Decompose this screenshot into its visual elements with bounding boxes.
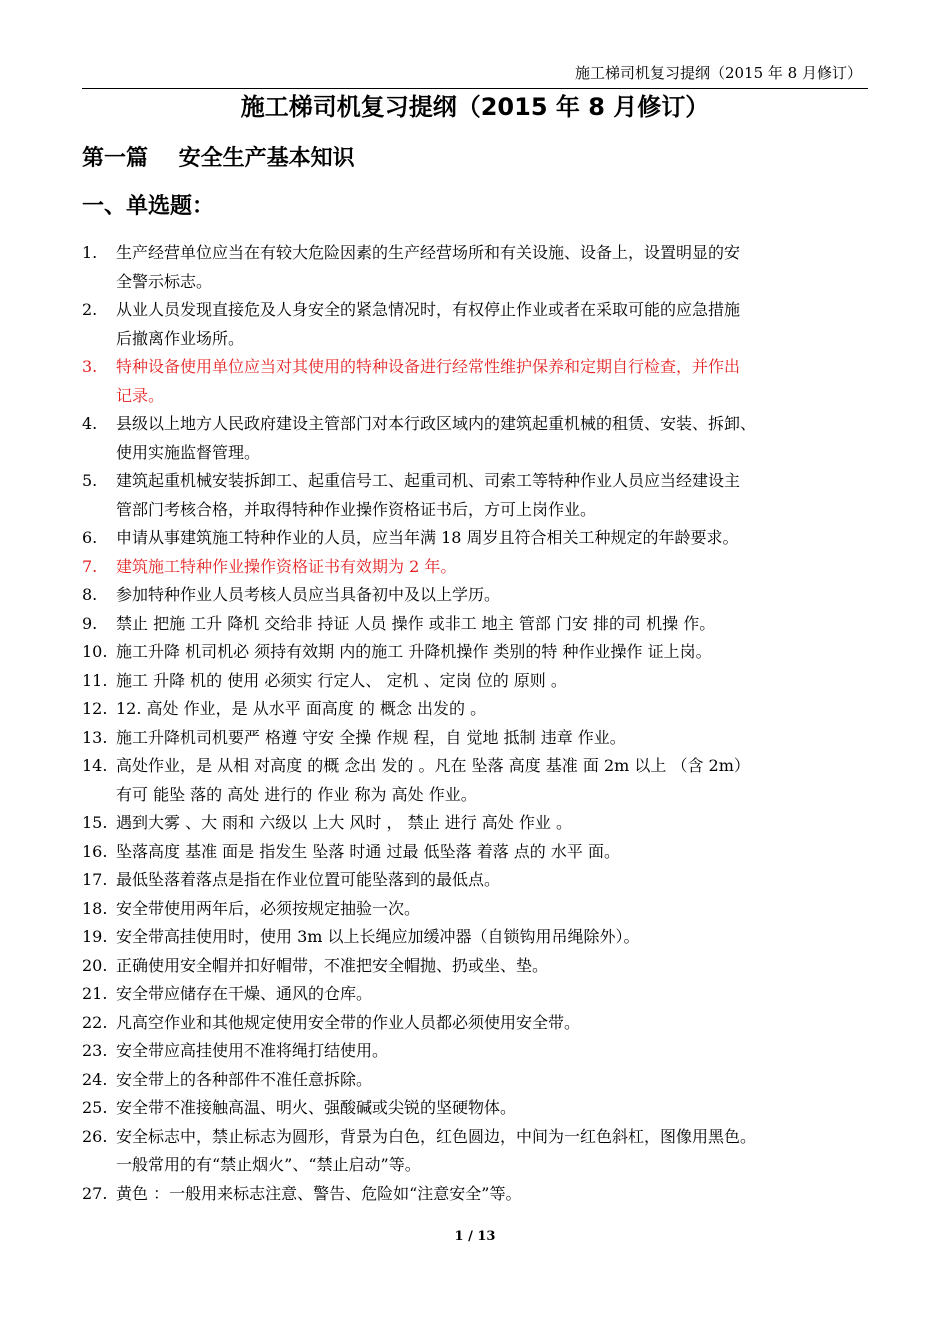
list-item	[82, 638, 882, 667]
item-text-line: 黄色 ：一般用来标志注意、警告、危险如“注意安全”等。	[116, 1183, 522, 1203]
item-number: 8.	[82, 585, 98, 604]
item-number: 21.	[82, 984, 108, 1003]
item-text-line: 12. 高处 作业，是 从水平 面高度 的 概念 出发的 。	[116, 699, 487, 718]
running-header: 施工梯司机复习提纲（2015 年 8 月修订）	[574, 64, 862, 82]
item-number: 11.	[82, 670, 108, 690]
item-number: 3.	[82, 357, 98, 376]
item-text-line: 全警示标志。	[116, 271, 213, 291]
item-text-line: 有可 能坠 落的 高处 进行的 作业 称为 高处 作业。	[116, 784, 477, 804]
item-text-line: 安全带使用两年后，必须按规定抽验一次。	[116, 898, 421, 918]
item-text-line: 安全带高挂使用时，使用 3m 以上长绳应加缓冲器（自锁钩用吊绳除外）。	[116, 927, 640, 946]
list-item	[82, 1066, 882, 1095]
item-text-line: 坠落高度 基准 面是 指发生 坠落 时通 过最 低坠落 着落 点的 水平 面。	[116, 841, 620, 861]
item-text-line: 使用实施监督管理。	[116, 442, 261, 462]
item-text-line: 安全带上的各种部件不准任意拆除。	[116, 1069, 373, 1089]
item-text-line: 县级以上地方人民政府建设主管部门对本行政区域内的建筑起重机械的租赁、安装、拆卸、	[116, 414, 757, 433]
list-item	[82, 895, 882, 924]
item-text-line: 建筑施工特种作业操作资格证书有效期为 2 年。	[116, 556, 457, 576]
item-text-line: 施工 升降 机的 使用 必须实 行定人、 定机 、定岗 位的 原则 。	[116, 670, 567, 690]
item-text-line: 建筑起重机械安装拆卸工、起重信号工、起重司机、司索工等特种作业人员应当经建设主	[116, 471, 741, 490]
item-text-line: 安全带应高挂使用不准将绳打结使用。	[116, 1041, 389, 1060]
item-text-line: 申请从事建筑施工特种作业的人员，应当年满 18 周岁且符合相关工种规定的年龄要求。	[116, 528, 739, 547]
item-number: 24.	[82, 1069, 108, 1089]
list-item	[82, 980, 882, 1009]
list-item	[82, 1037, 882, 1066]
list-item	[82, 239, 882, 296]
item-text-line: 正确使用安全帽并扣好帽带，不准把安全帽抛、扔或坐、垫。	[116, 955, 549, 975]
item-text-line: 安全带应储存在干燥、通风的仓库。	[116, 984, 373, 1003]
item-number: 1.	[82, 243, 98, 262]
item-number: 25.	[82, 1098, 108, 1117]
list-item	[82, 581, 882, 610]
list-item	[82, 410, 882, 467]
list-item	[82, 353, 882, 410]
document-title: 施工梯司机复习提纲（2015 年 8 月修订）	[240, 93, 710, 121]
question-list	[82, 239, 882, 1208]
item-text-line: 安全标志中，禁止标志为圆形，背景为白色，红色圆边，中间为一红色斜杠，图像用黑色。	[116, 1126, 757, 1146]
item-text-line: 一般常用的有“禁止烟火”、“禁止启动”等。	[116, 1155, 421, 1174]
item-text-line: 高处作业，是 从相 对高度 的概 念出 发的 。凡在 坠落 高度 基准 面 2m 以上 （含 2m）	[116, 756, 750, 775]
item-number: 10.	[82, 642, 108, 661]
item-number: 6.	[82, 528, 98, 547]
item-text-line: 后撤离作业场所。	[116, 328, 245, 348]
item-number: 12.	[82, 699, 108, 718]
page-number: 1 / 13	[454, 1229, 496, 1244]
item-number: 2.	[82, 300, 98, 319]
item-text-line: 最低坠落着落点是指在作业位置可能坠落到的最低点。	[116, 870, 501, 889]
list-item	[82, 724, 882, 753]
item-text-line: 施工升降机司机要严 格遵 守安 全操 作规 程，自 觉地 抵制 违章 作业。	[116, 727, 626, 747]
list-item	[82, 524, 882, 553]
item-number: 16.	[82, 841, 108, 861]
item-text-line: 从业人员发现直接危及人身安全的紧急情况时，有权停止作业或者在采取可能的应急措施	[116, 300, 741, 319]
list-item	[82, 838, 882, 867]
list-item	[82, 610, 882, 639]
list-item	[82, 1180, 882, 1209]
item-number: 7.	[82, 556, 98, 576]
list-item	[82, 1094, 882, 1123]
item-number: 27.	[82, 1183, 108, 1203]
list-item	[82, 467, 882, 524]
list-item	[82, 553, 882, 582]
list-item	[82, 1123, 882, 1180]
item-number: 19.	[82, 927, 108, 946]
section-title: 一、单选题：	[82, 194, 215, 219]
item-number: 20.	[82, 955, 108, 975]
list-item	[82, 952, 882, 981]
list-item	[82, 809, 882, 838]
item-number: 13.	[82, 727, 108, 747]
item-text-line: 禁止 把施 工升 降机 交给非 持证 人员 操作 或非工 地主 管部 门安 排的司 机操 作。	[116, 613, 716, 633]
item-number: 23.	[82, 1041, 108, 1060]
list-item	[82, 923, 882, 952]
item-text-line: 特种设备使用单位应当对其使用的特种设备进行经常性维护保养和定期自行检查，并作出	[116, 357, 741, 376]
item-text-line: 管部门考核合格，并取得特种作业操作资格证书后，方可上岗作业。	[116, 499, 597, 519]
list-item	[82, 866, 882, 895]
item-number: 5.	[82, 471, 98, 490]
item-number: 14.	[82, 756, 108, 775]
list-item	[82, 1009, 882, 1038]
item-number: 26.	[82, 1126, 108, 1146]
item-number: 22.	[82, 1012, 108, 1032]
list-item	[82, 752, 882, 809]
item-number: 9.	[82, 613, 98, 633]
item-text-line: 生产经营单位应当在有较大危险因素的生产经营场所和有关设施、设备上，设置明显的安	[116, 243, 741, 262]
item-text-line: 施工升降 机司机必 须持有效期 内的施工 升降机操作 类别的特 种作业操作 证上岗。	[116, 642, 712, 661]
list-item	[82, 296, 882, 353]
header-divider	[82, 88, 868, 89]
part-title: 第一篇 安全生产基本知识	[82, 146, 355, 171]
item-number: 18.	[82, 898, 108, 918]
item-text-line: 参加特种作业人员考核人员应当具备初中及以上学历。	[116, 585, 501, 604]
item-number: 4.	[82, 414, 98, 433]
list-item	[82, 695, 882, 724]
list-item	[82, 667, 882, 696]
item-text-line: 凡高空作业和其他规定使用安全带的作业人员都必须使用安全带。	[116, 1012, 581, 1032]
item-text-line: 记录。	[116, 385, 165, 405]
item-text-line: 遇到大雾 、大 雨和 六级以 上大 风时 ， 禁止 进行 高处 作业 。	[116, 813, 572, 832]
item-number: 17.	[82, 870, 108, 889]
item-text-line: 安全带不准接触高温、明火、强酸碱或尖锐的坚硬物体。	[116, 1098, 517, 1117]
item-number: 15.	[82, 813, 108, 832]
